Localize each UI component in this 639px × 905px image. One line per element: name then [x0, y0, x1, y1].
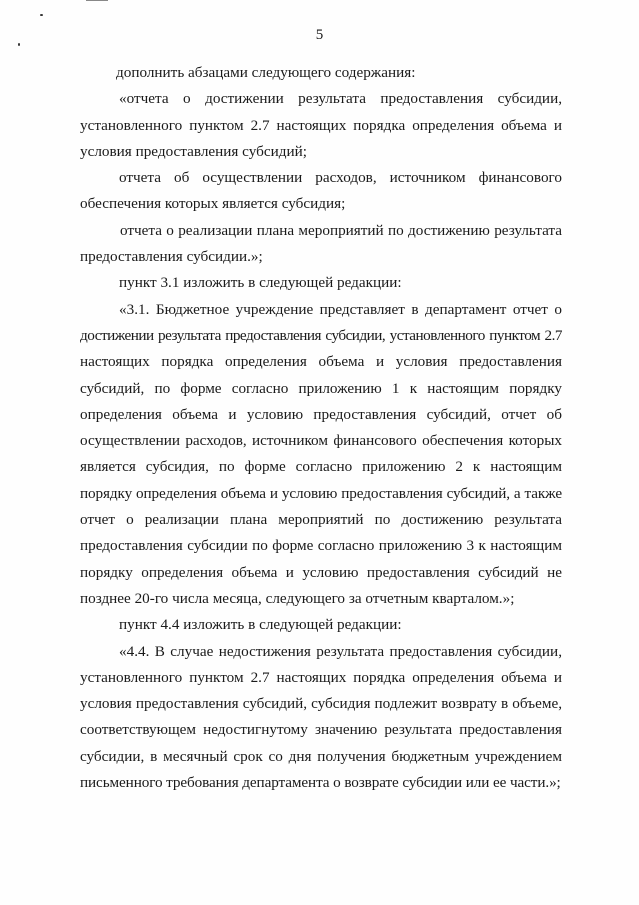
text-line: письменного требования департамента о возврате субсидии или ее части.»;: [80, 774, 561, 792]
document-body: [80, 60, 562, 796]
scan-speck: [40, 14, 43, 16]
text-line: «3.1. Бюджетное учреждение представляет в департамент отчет о: [119, 300, 562, 318]
page-number: 5: [315, 27, 324, 43]
text-line: условия предоставления субсидий;: [80, 142, 307, 160]
text-line: условия предоставления субсидий, субсидия подлежит возврату в объеме,: [80, 695, 562, 713]
scan-speck: [86, 0, 108, 1]
text-line: предоставления субсидии по форме согласно приложению 3 к настоящим: [80, 537, 562, 555]
text-line: субсидии, в месячный срок со дня получения бюджетным учреждением: [80, 747, 562, 765]
text-line: является субсидия, по форме согласно приложению 2 к настоящим: [80, 458, 562, 476]
text-line: «4.4. В случае недостижения результата предоставления субсидии,: [119, 642, 562, 660]
text-line: соответствующем недостигнутому значению результата предоставления: [80, 721, 562, 739]
text-line: отчета о реализации плана мероприятий по достижению результата: [120, 221, 562, 239]
text-line: позднее 20-го числа месяца, следующего за отчетным кварталом.»;: [80, 589, 515, 607]
text-line: порядку определения объема и условию предоставления субсидий, а также: [80, 484, 562, 502]
text-line: предоставления субсидии.»;: [80, 248, 263, 266]
text-line: порядку определения объема и условию предоставления субсидий не: [80, 563, 562, 581]
text-line: «отчета о достижении результата предоставления субсидии,: [119, 90, 562, 108]
text-line: установленного пунктом 2.7 настоящих порядка определения объема и: [80, 668, 562, 686]
text-line: пункт 4.4 изложить в следующей редакции:: [119, 616, 402, 634]
text-line: отчет о реализации плана мероприятий по достижению результата: [80, 511, 562, 529]
text-line: пункт 3.1 изложить в следующей редакции:: [119, 274, 402, 292]
text-line: дополнить абзацами следующего содержания:: [116, 64, 416, 81]
text-line: субсидий, по форме согласно приложению 1 к настоящим порядку: [80, 379, 562, 397]
text-line: осуществлении расходов, источником финансового обеспечения которых: [80, 432, 562, 450]
text-line: обеспечения которых является субсидия;: [80, 195, 346, 213]
text-line: определения объема и условию предоставления субсидий, отчет об: [80, 405, 562, 423]
text-line: настоящих порядка определения объема и условия предоставления: [80, 353, 562, 371]
text-line: достижении результата предоставления субсидии, установленного пунктом 2.7: [80, 326, 562, 344]
text-line: установленного пунктом 2.7 настоящих порядка определения объема и: [80, 116, 562, 134]
text-line: отчета об осуществлении расходов, источником финансового: [119, 169, 562, 187]
